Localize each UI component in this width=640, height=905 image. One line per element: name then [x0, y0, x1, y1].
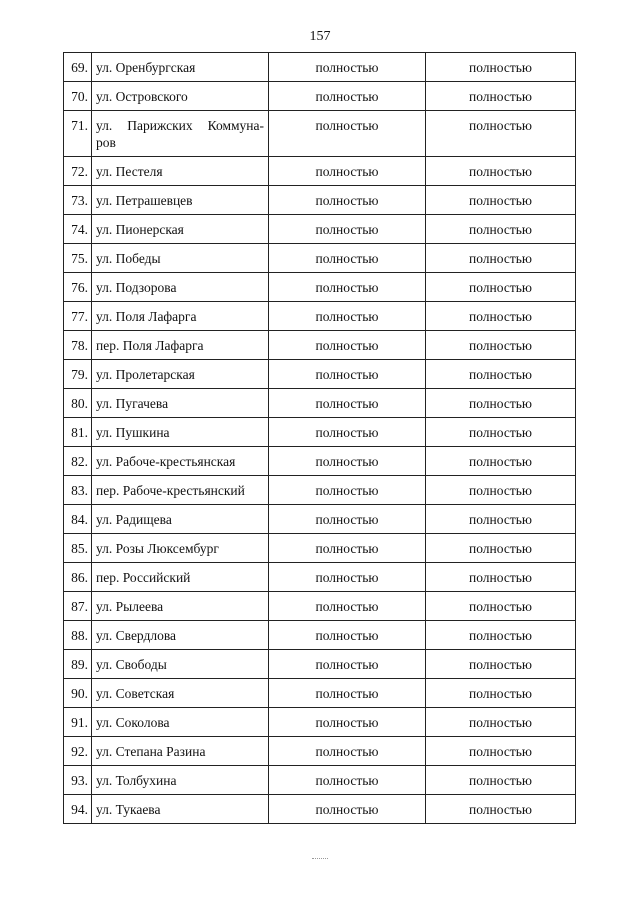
table-row: [64, 111, 576, 157]
row-number: 85.: [64, 534, 92, 563]
table-row: [64, 592, 576, 621]
coverage-b: полностью: [426, 650, 576, 679]
row-number: 86.: [64, 563, 92, 592]
street-name: ул. Пугачева: [92, 389, 269, 418]
row-number: 73.: [64, 186, 92, 215]
street-name: ул. Подзорова: [92, 273, 269, 302]
row-number: 77.: [64, 302, 92, 331]
table-row: [64, 360, 576, 389]
footer-mark: [312, 858, 328, 863]
coverage-a: полностью: [269, 186, 426, 215]
coverage-a: полностью: [269, 737, 426, 766]
coverage-a: полностью: [269, 273, 426, 302]
coverage-a: полностью: [269, 215, 426, 244]
coverage-a: полностью: [269, 331, 426, 360]
coverage-b: полностью: [426, 186, 576, 215]
table-row: [64, 534, 576, 563]
coverage-b: полностью: [426, 621, 576, 650]
street-name: ул. Оренбургская: [92, 53, 269, 82]
page-number: 157: [309, 29, 331, 44]
table-row: [64, 737, 576, 766]
street-name: ул. Пушкина: [92, 418, 269, 447]
row-number: 71.: [64, 111, 92, 157]
coverage-a: полностью: [269, 476, 426, 505]
table-row: [64, 244, 576, 273]
row-number: 84.: [64, 505, 92, 534]
street-name: ул. Тукаева: [92, 795, 269, 824]
table-row: [64, 302, 576, 331]
coverage-a: полностью: [269, 389, 426, 418]
coverage-a: полностью: [269, 53, 426, 82]
row-number: 92.: [64, 737, 92, 766]
row-number: 75.: [64, 244, 92, 273]
table-row: [64, 708, 576, 737]
row-number: 82.: [64, 447, 92, 476]
street-name-line1: ул. Парижских Коммуна-: [96, 118, 264, 133]
coverage-b: полностью: [426, 360, 576, 389]
coverage-b: полностью: [426, 273, 576, 302]
table-row: [64, 766, 576, 795]
coverage-b: полностью: [426, 215, 576, 244]
table-row: [64, 795, 576, 824]
table-row: [64, 563, 576, 592]
street-name: пер. Рабоче-крестьянский: [92, 476, 269, 505]
coverage-b: полностью: [426, 737, 576, 766]
coverage-a: полностью: [269, 82, 426, 111]
table-row: [64, 215, 576, 244]
coverage-a: полностью: [269, 679, 426, 708]
row-number: 69.: [64, 53, 92, 82]
table-body: [64, 53, 576, 824]
table-row: [64, 505, 576, 534]
row-number: 70.: [64, 82, 92, 111]
street-name: ул. Толбухина: [92, 766, 269, 795]
coverage-a: полностью: [269, 563, 426, 592]
street-name: ул. Соколова: [92, 708, 269, 737]
street-name: ул. Советская: [92, 679, 269, 708]
coverage-a: полностью: [269, 505, 426, 534]
street-name: ул. Степана Разина: [92, 737, 269, 766]
coverage-b: полностью: [426, 447, 576, 476]
coverage-a: полностью: [269, 447, 426, 476]
row-number: 76.: [64, 273, 92, 302]
table-row: [64, 621, 576, 650]
street-name: ул. Пролетарская: [92, 360, 269, 389]
table-row: [64, 447, 576, 476]
row-number: 93.: [64, 766, 92, 795]
row-number: 80.: [64, 389, 92, 418]
table-row: [64, 679, 576, 708]
coverage-b: полностью: [426, 331, 576, 360]
coverage-b: полностью: [426, 302, 576, 331]
coverage-a: полностью: [269, 157, 426, 186]
street-name-line2: ров: [96, 135, 116, 150]
coverage-b: полностью: [426, 244, 576, 273]
table-row: [64, 389, 576, 418]
coverage-a: полностью: [269, 360, 426, 389]
street-name: ул. Поля Лафарга: [92, 302, 269, 331]
coverage-b: полностью: [426, 157, 576, 186]
coverage-a: полностью: [269, 708, 426, 737]
coverage-b: полностью: [426, 82, 576, 111]
table-row: [64, 650, 576, 679]
row-number: 83.: [64, 476, 92, 505]
street-name: пер. Поля Лафарга: [92, 331, 269, 360]
table-row: [64, 157, 576, 186]
coverage-a: полностью: [269, 111, 426, 157]
coverage-a: полностью: [269, 534, 426, 563]
coverage-b: полностью: [426, 563, 576, 592]
coverage-a: полностью: [269, 766, 426, 795]
street-name: ул. Рабоче-крестьянская: [92, 447, 269, 476]
table-row: [64, 476, 576, 505]
coverage-b: полностью: [426, 418, 576, 447]
street-name: ул. Радищева: [92, 505, 269, 534]
table-row: [64, 331, 576, 360]
coverage-b: полностью: [426, 592, 576, 621]
coverage-a: полностью: [269, 244, 426, 273]
coverage-b: полностью: [426, 679, 576, 708]
street-name: ул. Победы: [92, 244, 269, 273]
row-number: 88.: [64, 621, 92, 650]
street-name: ул. Петрашевцев: [92, 186, 269, 215]
row-number: 78.: [64, 331, 92, 360]
table-row: [64, 273, 576, 302]
row-number: 94.: [64, 795, 92, 824]
coverage-b: полностью: [426, 505, 576, 534]
street-name: [92, 111, 269, 157]
table-row: [64, 418, 576, 447]
row-number: 79.: [64, 360, 92, 389]
coverage-b: полностью: [426, 476, 576, 505]
table-row: [64, 53, 576, 82]
row-number: 81.: [64, 418, 92, 447]
row-number: 91.: [64, 708, 92, 737]
street-name: пер. Российский: [92, 563, 269, 592]
coverage-b: полностью: [426, 534, 576, 563]
row-number: 87.: [64, 592, 92, 621]
coverage-a: полностью: [269, 418, 426, 447]
street-name: ул. Пионерская: [92, 215, 269, 244]
row-number: 89.: [64, 650, 92, 679]
street-name: ул. Пестеля: [92, 157, 269, 186]
row-number: 90.: [64, 679, 92, 708]
coverage-b: полностью: [426, 795, 576, 824]
coverage-a: полностью: [269, 592, 426, 621]
table-row: [64, 82, 576, 111]
coverage-b: полностью: [426, 389, 576, 418]
street-name: ул. Свердлова: [92, 621, 269, 650]
table-row: [64, 186, 576, 215]
street-name: ул. Рылеева: [92, 592, 269, 621]
streets-table: [63, 52, 576, 824]
row-number: 72.: [64, 157, 92, 186]
coverage-b: полностью: [426, 53, 576, 82]
street-name: ул. Островского: [92, 82, 269, 111]
coverage-a: полностью: [269, 302, 426, 331]
coverage-b: полностью: [426, 111, 576, 157]
coverage-a: полностью: [269, 795, 426, 824]
coverage-b: полностью: [426, 708, 576, 737]
street-name: ул. Розы Люксембург: [92, 534, 269, 563]
row-number: 74.: [64, 215, 92, 244]
coverage-a: полностью: [269, 650, 426, 679]
coverage-b: полностью: [426, 766, 576, 795]
coverage-a: полностью: [269, 621, 426, 650]
street-name: ул. Свободы: [92, 650, 269, 679]
